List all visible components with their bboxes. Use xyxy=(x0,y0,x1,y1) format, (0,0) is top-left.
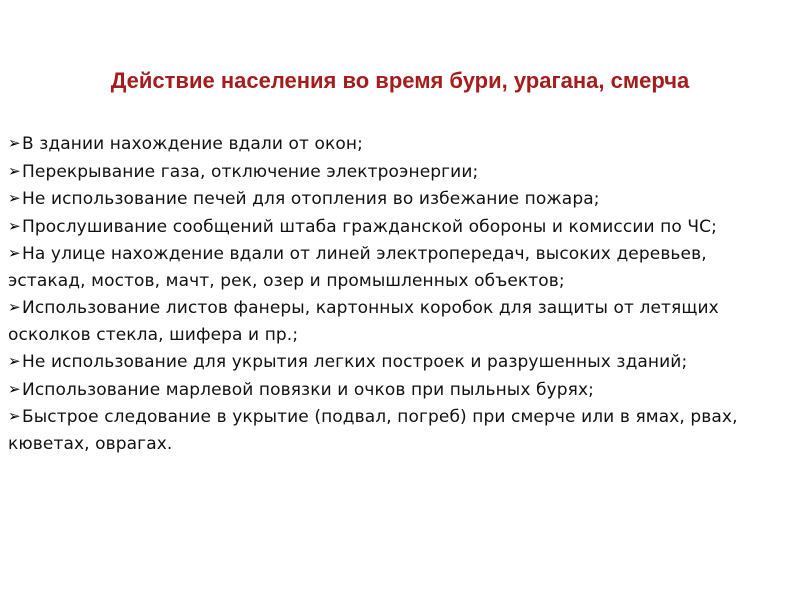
arrow-checkmark-bullet-icon: ➢ xyxy=(8,216,21,235)
list-item-text: В здании нахождение вдали от окон; xyxy=(22,134,363,154)
bullet-list xyxy=(8,130,788,457)
arrow-checkmark-bullet-icon: ➢ xyxy=(8,298,21,316)
list-item xyxy=(8,294,788,348)
list-item-text: Не использование печей для отопления во избежание пожара; xyxy=(22,189,600,209)
list-item-text: Не использование для укрытия легких построек и разрушенных зданий; xyxy=(22,352,688,372)
list-item xyxy=(8,130,788,158)
arrow-checkmark-bullet-icon: ➢ xyxy=(8,379,21,398)
arrow-checkmark-bullet-icon: ➢ xyxy=(8,161,21,180)
list-item-text: Прослушивание сообщений штаба гражданской обороны и комиссии по ЧС; xyxy=(22,216,717,237)
list-item xyxy=(8,158,788,186)
list-item xyxy=(8,403,788,457)
list-item-text: Использование марлевой повязки и очков при пыльных бурях; xyxy=(22,379,594,400)
arrow-checkmark-bullet-icon: ➢ xyxy=(8,134,21,152)
slide-title: Действие населения во время бури, урагана, смерча xyxy=(110,68,690,93)
list-item xyxy=(8,240,788,294)
list-item xyxy=(8,213,788,241)
list-item xyxy=(8,348,788,376)
arrow-checkmark-bullet-icon: ➢ xyxy=(8,407,21,425)
list-item-text: На улице нахождение вдали от линей электропередач, высоких деревьев, эстакад, мостов, мачт, рек, озер и промышленных объектов; xyxy=(8,244,707,291)
list-item-text: Быстрое следование в укрытие (подвал, погреб) при смерче или в ямах, рвах, кюветах, оврагах. xyxy=(8,407,738,454)
list-item-text: Перекрывание газа, отключение электроэнергии; xyxy=(22,161,479,182)
arrow-checkmark-bullet-icon: ➢ xyxy=(8,189,21,207)
arrow-checkmark-bullet-icon: ➢ xyxy=(8,352,21,370)
list-item xyxy=(8,185,788,213)
arrow-checkmark-bullet-icon: ➢ xyxy=(8,244,21,262)
list-item xyxy=(8,376,788,404)
list-item-text: Использование листов фанеры, картонных коробок для защиты от летящих осколков стекла, шифера и пр.; xyxy=(8,298,719,345)
